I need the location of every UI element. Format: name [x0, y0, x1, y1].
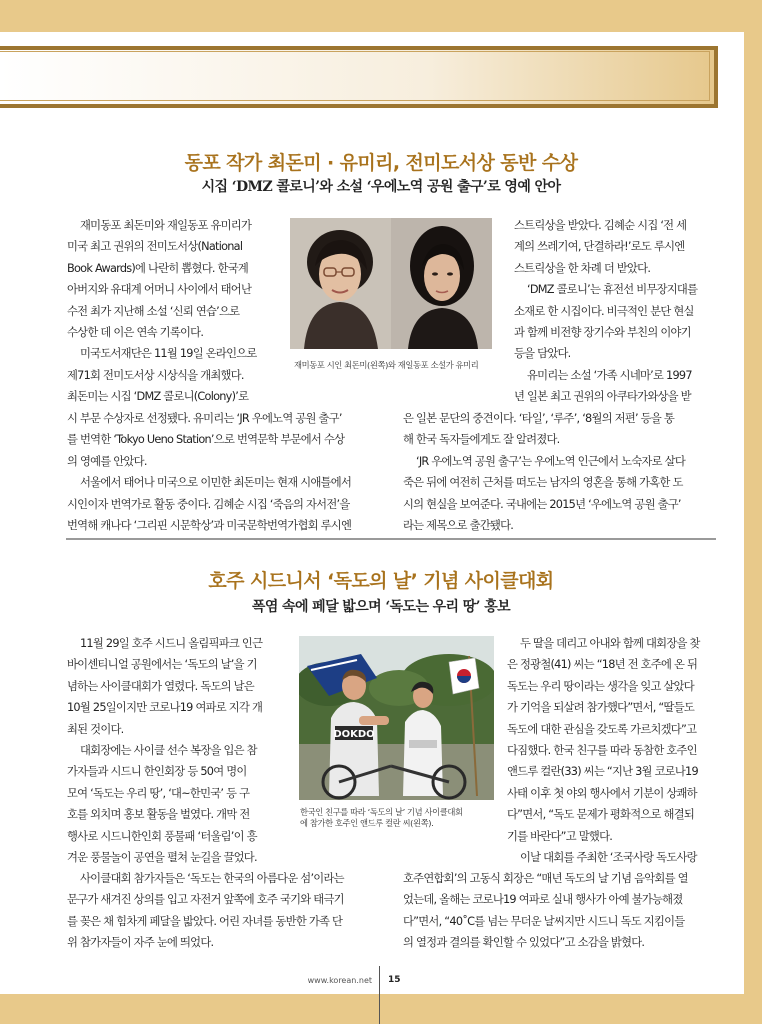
text-line: 계의 쓰레기여, 단결하라!’로도 루시엔 [514, 240, 685, 254]
text-line: 호주연합회’의 고동식 회장은 “매년 독도의 날 기념 음악회를 열 [403, 872, 688, 885]
text-line: 제71회 전미도서상 시상식을 개최했다. [67, 368, 244, 382]
text-line: 미국 최고 권위의 전미도서상(National [67, 240, 243, 254]
cyclists-photo-image [299, 636, 494, 800]
text-line: 시 부문 수상자로 선정됐다. 유미리는 ‘JR 우에노역 공원 출구’ [67, 412, 342, 425]
text-line: 다”면서, “40˚C를 넘는 무더운 날씨지만 시드니 독도 지킴이들 [403, 914, 685, 928]
header-band-inner-line [0, 51, 710, 101]
article1-photo [290, 218, 492, 349]
text-line: 이날 대회를 주최한 ‘조국사랑 독도사랑 [520, 851, 697, 865]
text-line: ‘JR 우에노역 공원 출구’는 우에노역 인근에서 노숙자로 살다 [416, 454, 685, 468]
text-line: 10월 25일이지만 코로나19 여파로 지각 개 [67, 701, 263, 715]
text-line: 위 참가자들이 자주 눈에 띄었다. [67, 936, 214, 950]
section-divider [66, 538, 716, 540]
article2-column-right [507, 633, 719, 868]
text-line: 유미리는 소설 ‘가족 시네마’로 1997 [527, 368, 692, 382]
footer-website: www.korean.net [307, 976, 372, 985]
text-line: 문구가 새겨진 상의를 입고 자전거 앞쪽에 호주 국기와 태극기 [67, 893, 344, 907]
text-line: 은 일본 문단의 중견이다. ‘타일’, ‘루주’, ‘8월의 저편’ 등을 통 [403, 412, 674, 425]
text-line: 앤드루 컬란(33) 씨는 “지난 3월 코로나19 [507, 765, 698, 779]
text-line: 번역해 캐나다 ‘그리핀 시문학상’과 미국문학번역가협회 루시엔 [67, 519, 352, 533]
text-line: 의 열정과 결의를 확인할 수 있었다”고 소감을 밝혔다. [403, 936, 645, 950]
authors-portrait-image [290, 218, 492, 349]
article1-subtitle: 시집 ‘DMZ 콜로니’와 소설 ‘우에노역 공원 출구’로 영예 안아 [201, 179, 561, 195]
text-line: 최된 것이다. [67, 722, 124, 736]
text-line: 스트릭상을 받았다. 김혜순 시집 ‘전 세 [514, 219, 687, 232]
text-line: 호를 외치며 홍보 활동을 벌였다. 개막 전 [67, 808, 250, 822]
text-line: 시의 현실을 보여준다. 국내에는 2015년 ‘우에노역 공원 출구’ [403, 497, 681, 511]
text-line: 서울에서 태어나 미국으로 이민한 최돈미는 현재 시애틀에서 [80, 476, 352, 490]
article1-column-right [514, 215, 719, 408]
text-line: 년 일본 최고 권위의 아쿠타가와상을 받 [514, 390, 691, 404]
text-line: 가 기억을 되살려 참가했다”면서, “딸들도 [507, 701, 695, 715]
article2-title: 호주 시드니서 ‘독도의 날’ 기념 사이클대회 [208, 570, 554, 592]
text-line: 죽은 뒤에 여전히 근처를 떠도는 남자의 영혼을 통해 가혹한 도 [403, 476, 683, 490]
text-line: 었는데, 올해는 코로나19 여파로 실내 행사가 아예 불가능해졌 [403, 893, 683, 907]
article1-column-left [67, 215, 287, 408]
text-line: 해 한국 독자들에게도 잘 알려졌다. [403, 433, 560, 447]
text-line: 행사로 시드니한인회 풍물패 ‘터울림’이 흥 [67, 829, 257, 843]
text-line: 독도는 우리 땅이라는 생각을 잊고 살았다 [507, 679, 694, 693]
article2-photo [299, 636, 494, 800]
text-line: 겨운 풍물놀이 공연을 펼쳐 눈길을 끌었다. [67, 851, 257, 865]
text-line: 은 정광철(41) 씨는 “18년 전 호주에 온 뒤 [507, 658, 698, 672]
text-line: 미국도서재단은 11월 19일 온라인으로 [80, 347, 257, 361]
text-line: 기를 바란다”고 말했다. [507, 829, 613, 843]
article1-column-right-full [403, 408, 719, 536]
text-line: 라는 제목으로 출간됐다. [403, 519, 514, 533]
text-line: 념하는 사이클대회가 열렸다. 독도의 날은 [67, 679, 254, 693]
article1-title: 동포 작가 최돈미 · 유미리, 전미도서상 동반 수상 [184, 152, 578, 174]
text-line: 두 딸을 데리고 아내와 함께 대회장을 찾 [520, 637, 700, 650]
article2-column-left [67, 633, 287, 868]
caption-line: 한국인 친구를 따라 ‘독도의 날’ 기념 사이클대회 [300, 807, 463, 817]
text-line: 모여 ‘독도는 우리 땅’, ‘대~한민국’ 등 구 [67, 786, 250, 800]
article1-column-left-full [67, 408, 392, 536]
text-line: 11월 29일 호주 시드니 올림픽파크 인근 [80, 637, 263, 650]
text-line: 를 번역한 ‘Tokyo Ueno Station’으로 번역문학 부문에서 수상 [67, 433, 345, 447]
text-line: 바이센티니얼 공원에서는 ‘독도의 날’을 기 [67, 658, 257, 672]
text-line: 사태 이후 첫 야외 행사에서 기분이 상쾌하 [507, 786, 697, 800]
article2-column-left-full [67, 868, 392, 954]
text-line: 가자들과 시드니 한인회장 등 50여 명이 [67, 765, 247, 779]
text-line: 최돈미는 시집 ‘DMZ 콜로니(Colony)’로 [67, 390, 249, 404]
shirt-text: DOKDO [333, 729, 375, 740]
text-line: 등을 담았다. [514, 347, 571, 361]
article2-column-right-full [403, 868, 719, 954]
text-line: 수전 최가 지난해 소설 ‘신뢰 연습’으로 [67, 304, 240, 318]
text-line: 사이클대회 참가자들은 ‘독도는 한국의 아름다운 섬’이라는 [80, 872, 344, 885]
text-line: 시인이자 번역가로 활동 중이다. 김혜순 시집 ‘죽음의 자서전’을 [67, 497, 350, 511]
text-line: ‘DMZ 콜로니’는 휴전선 비무장지대를 [527, 283, 698, 297]
footer-divider [379, 966, 380, 1024]
text-line: 수상한 데 이은 연속 기록이다. [67, 326, 204, 340]
text-line: 의 영예를 안았다. [67, 454, 147, 468]
text-line: 대회장에는 사이클 선수 복장을 입은 참 [80, 744, 257, 758]
article2-subtitle: 폭염 속에 페달 밟으며 ‘독도는 우리 땅’ 홍보 [251, 599, 511, 615]
page-number: 15 [388, 975, 401, 985]
text-line: 다”면서, “독도 문제가 평화적으로 해결되 [507, 808, 695, 822]
text-line: 독도에 대한 관심을 갖도록 가르치겠다”고 [507, 722, 697, 736]
caption-line: 에 참가한 호주인 앤드루 컬란 씨(왼쪽). [300, 818, 434, 828]
article1-photo-caption: 재미동포 시인 최돈미(왼쪽)와 재일동포 소설가 유미리 [294, 360, 479, 370]
text-line: 다짐했다. 한국 친구를 따라 동참한 호주인 [507, 744, 697, 758]
text-line: 아버지와 유대계 어머니 사이에서 태어난 [67, 283, 252, 297]
text-line: 소재로 한 시집이다. 비극적인 분단 현실 [514, 304, 694, 318]
article2-photo-caption [300, 807, 463, 829]
text-line: 재미동포 최돈미와 재일동포 유미리가 [80, 219, 252, 232]
text-line: Book Awards)에 나란히 뽑혔다. 한국계 [67, 261, 249, 275]
text-line: 를 꽂은 채 힘차게 페달을 밟았다. 어린 자녀를 동반한 가족 단 [67, 914, 343, 928]
text-line: 스트릭상을 한 차례 더 받았다. [514, 261, 651, 275]
text-line: 과 함께 비전향 장기수와 부친의 이야기 [514, 326, 691, 340]
